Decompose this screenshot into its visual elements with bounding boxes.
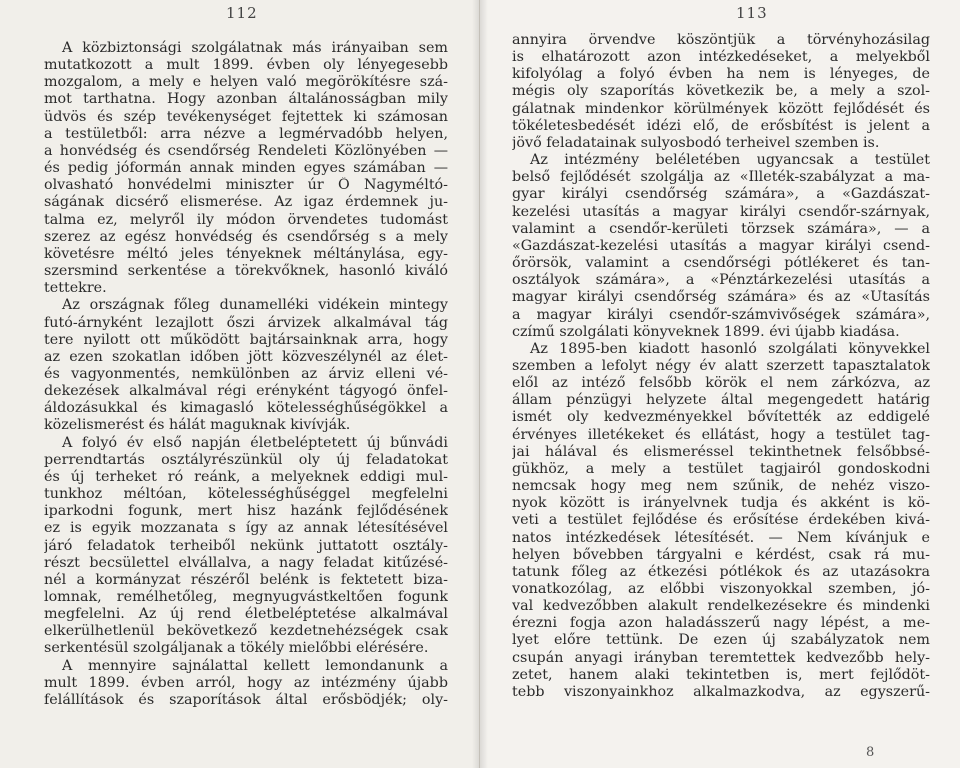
text-line: futó-árnyként lezajlott őszi árvizek alkalmával tág (44, 314, 448, 331)
text-line: érezni fogja azon haladásszerű nagy lépést, a me- (512, 615, 930, 632)
text-line: gükhöz, a mely a testület tagjairól gondoskodni (512, 460, 930, 477)
text-line: tökéletesbedését idézi elő, de erősbítést is jelent a (512, 117, 930, 134)
text-line: lomnak, remélhetőleg, megnyugvástkeltően fogunk (44, 589, 448, 605)
text-line: serkentésül szolgáljanak a tökély mielőbbi elérésére. (44, 640, 429, 657)
text-line: elől az intéző felsőbb körök el nem zárkózva, az (512, 375, 930, 392)
text-line: és új terheket ró reánk, a melyeknek eddigi mul- (44, 468, 448, 485)
text-line: nyok között is irányelvnek tudja és akként is kö- (512, 495, 930, 512)
right-page-number: 113 (736, 4, 768, 22)
text-line: a testületből: arra nézve a legmérvadóbb helyen, (44, 125, 448, 142)
right-page-body (512, 32, 930, 701)
text-line: felállítások és szaporítások által erősbödjék; oly- (44, 691, 448, 708)
text-line: Az intézmény beléletében ugyancsak a testület (530, 152, 930, 169)
text-line: részt becsülettel elvállalva, a nagy feladat kitűzésé- (44, 554, 448, 571)
text-line: nemcsak hogy meg nem szűnik, de nehéz viszo- (512, 478, 930, 495)
text-line: mozgalom, a mely e helyen való megörökítésre szá- (44, 74, 448, 91)
text-line: belső fejlődését szolgálja az «Illeték-szabályzat a ma- (512, 169, 930, 186)
text-line: mot tarthatna. Hogy azonban általánosságban mily (44, 91, 448, 108)
text-line: érvényes illetékeket és ellátást, hogy a testület tag- (512, 426, 930, 443)
text-line: Az országnak főleg dunamelléki vidékein mintegy (62, 297, 448, 314)
text-line: a honvédség és csendőrség Rendeleti Közlönyében — (44, 142, 448, 159)
text-line: A közbiztonsági szolgálatnak más irányaiban sem (62, 40, 448, 56)
text-line: tatunk főleg az étkezési pótlékok és az utazásokra (512, 563, 930, 580)
text-line: dekezések alkalmával régi erényként tágyogó önfel- (44, 383, 448, 400)
text-line: A folyó év első napján életbeléptetett új bűnvádi (62, 434, 448, 451)
text-line: mégis oly szaporítás következik be, a mely a szol- (512, 83, 930, 100)
text-line: áldozásukkal és kimagasló kötelességhűségökkel a (44, 400, 448, 417)
text-line: Az 1895-ben kiadott hasonló szolgálati könyvekkel (530, 340, 930, 357)
signature-mark: 8 (866, 745, 875, 760)
text-line: szersmind serkentése a törekvőknek, hasonló kiváló (44, 263, 448, 280)
left-page-body (44, 40, 448, 709)
text-line: helyen bővebben tárgyalni e kérdést, csak rá mu- (512, 546, 930, 563)
text-line: osztályok számára», a «Pénztárkezelési utasítás a (512, 272, 930, 289)
text-line: nél a kormányzat részéről belénk is fektetett biza- (44, 571, 448, 588)
text-line: mult 1899. évben arról, hogy az intézmény újabb (44, 674, 448, 691)
text-line: követésre méltó jeles tényeknek méltánylása, egy- (44, 245, 448, 262)
text-line: őrörsök, valamint a csendőrségi pótlékeret és tan- (512, 255, 930, 272)
text-line: veti a testület fejlődése és erősítése érdekében kivá- (512, 512, 930, 529)
text-line: A mennyire sajnálattal kellett lemondanunk a (62, 657, 448, 674)
text-line: tettekre. (44, 280, 107, 297)
text-line: iparkodni fogunk, mert hisz hazánk fejlődésének (44, 503, 448, 520)
text-line: csupán anyagi irányban teremtettek kedvezőbb hely- (512, 649, 930, 666)
book-gutter (472, 0, 488, 768)
text-line: perrendtartás osztályrészünkül oly új feladatokat (44, 451, 448, 468)
text-line: a magyar királyi csendőr-számvivőségek számára», (512, 306, 930, 323)
text-line: talma ez, melyről ily módon örvendetes tudomást (44, 211, 448, 228)
text-line: olvasható honvédelmi miniszter úr Ő Nagyméltó- (44, 177, 448, 194)
text-line: kezelési utasítás a magyar királyi csendőr-szárnyak, (512, 203, 930, 220)
text-line: jövő feladatainak sulyosbodó terheivel szemben is. (512, 134, 880, 151)
text-line: annyira örvendve köszöntjük a törvényhozásilag (512, 32, 930, 48)
text-line: elkerülhetlenül bekövetkező kezdetnehézségek csak (44, 623, 448, 640)
text-line: zetet, hanem alaki tekintetben is, mert fejlődöt- (512, 666, 930, 683)
text-line: szerez az egész honvédség és csendőrség s a mely (44, 228, 448, 245)
text-line: ságának dicsérő elismerése. Az igaz érdemnek ju- (44, 194, 448, 211)
text-line: szemben a lefolyt négy év alatt szerzett tapasztalatok (512, 357, 930, 374)
text-line: kifolyólag a folyó évben ha nem is lényeges, de (512, 66, 930, 83)
text-line: tunkhoz méltóan, kötelességhűséggel megfelelni (44, 486, 448, 503)
text-line: mutatkozott a mult 1899. évben oly lényegesebb (44, 57, 448, 74)
text-line: tebb viszonyainkhoz alkalmazkodva, az egyszerű- (512, 683, 930, 700)
text-line: «Gazdászat-kezelési utasítás a magyar királyi csend- (512, 237, 930, 254)
text-line: tere nyilott ott működött bajtársainknak arra, hogy (44, 331, 448, 348)
text-line: ismét oly kedvezményekkel bővítették az eddigelé (512, 409, 930, 426)
text-line: gálatnak mindenkor körülmények között fejlődését és (512, 100, 930, 117)
text-line: vonatkozólag, az előbbi viszonyokkal szemben, jó- (512, 581, 930, 597)
right-page (480, 0, 960, 768)
left-page-number: 112 (226, 4, 258, 22)
text-line: az ezen szokatlan időben jött közveszélynél az élet- (44, 348, 448, 365)
text-line: jai hálával és elismeréssel tekinthetnek felsőbbsé- (512, 443, 930, 460)
text-line: magyar királyi csendőrség számára» és az «Utasítás (512, 289, 930, 306)
text-line: és vagyonmentés, nemkülönben az árviz elleni vé- (44, 365, 448, 382)
text-line: ez is egyik mozzanata s így az annak létesítésével (44, 520, 448, 537)
text-line: lyet előre tettünk. De ezen új szabályzatok nem (512, 632, 930, 649)
text-line: állam pénzügyi helyzete által megengedett határig (512, 392, 930, 409)
text-line: járó feladatok terheiből nekünk juttatott osztály- (44, 537, 448, 554)
text-line: üdvös és szép tevékenységet fejtettek ki számosan (44, 108, 448, 125)
text-line: is elhatározott azon intézkedéseket, a melyekből (512, 49, 930, 66)
text-line: és pedig jóformán annak minden egyes számában — (44, 160, 448, 177)
text-line: megfelelni. Az új rend életbeléptetése alkalmával (44, 606, 448, 623)
text-line: közelismerést és hálát maguknak kivívják. (44, 417, 351, 434)
text-line: natos intézkedések létesítését. — Nem kívánjuk e (512, 529, 930, 546)
text-line: gyar királyi csendőrség számára», a «Gazdászat- (512, 186, 930, 203)
text-line: czímű szolgálati könyveknek 1899. évi újabb kiadása. (512, 323, 900, 340)
text-line: val kedvezőbben alakult rendelkezésekre és mindenki (512, 598, 930, 615)
text-line: valamint a csendőr-kerületi törzsek számára», — a (512, 220, 930, 237)
